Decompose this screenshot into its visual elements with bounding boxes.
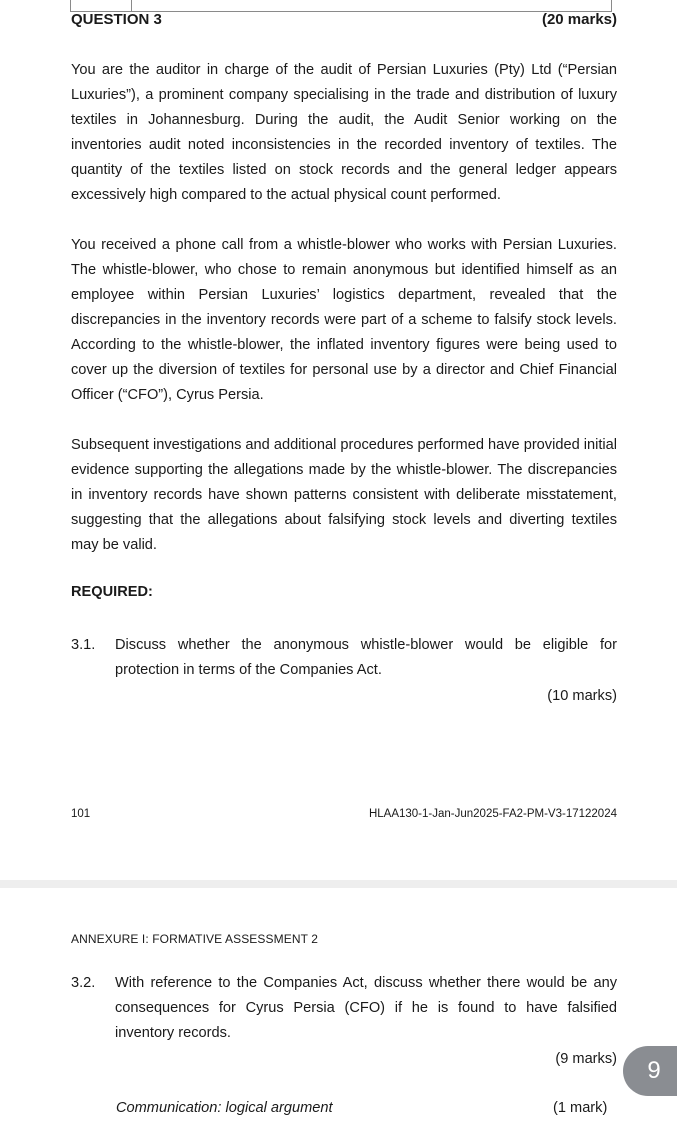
question-heading [71,11,617,28]
page-separator [0,880,677,888]
communication-label: Communication: logical argument [116,1100,333,1116]
page-number-badge[interactable]: 9 [623,1046,677,1096]
question-item-3-1 [71,633,617,683]
question-total-marks: (20 marks) [541,11,617,28]
scenario-paragraph-2: You received a phone call from a whistle-blower who works with Persian Luxuries. The whistle-blower, who chose to remain anonymous but identified himself as an employee within Persian Luxuries’ logistics department, revealed that the discrepancies in the inventory records were part of a scheme to falsify stock levels. According to the whistle-blower, the inflated inventory figures were being used to cover up the diversion of textiles for personal use by a director and Chief Financial Officer (“CFO”), Cyrus Persia. [71,237,617,403]
item-number: 3.2. [71,975,96,991]
item-marks-3-2: (9 marks) [555,1051,617,1067]
question-title: QUESTION 3 [71,11,162,28]
footer-page-number: 101 [71,808,91,820]
scenario-paragraph-1: You are the auditor in charge of the audit of Persian Luxuries (Pty) Ltd (“Persian Luxuries”), a prominent company specialising in the trade and distribution of luxury textiles in Johannesburg. During the audit, the Audit Senior working on the inventories audit noted inconsistencies in the recorded inventory of textiles. The quantity of the textiles listed on stock records and the general ledger appears excessively high compared to the actual physical count performed. [71,62,617,203]
required-heading: REQUIRED: [71,584,153,600]
item-number: 3.1. [71,637,96,653]
communication-marks: (1 mark) [553,1100,608,1116]
question-item-3-2 [71,971,617,1046]
item-text: Discuss whether the anonymous whistle-blower would be eligible for protection in terms of the Companies Act. [115,637,617,678]
scenario-paragraph-3: Subsequent investigations and additional procedures performed have provided initial evidence supporting the allegations made by the whistle-blower. The discrepancies in inventory records have shown patterns consistent with deliberate misstatement, suggesting that the allegations about falsifying stock levels and diverting textiles may be valid. [71,437,617,553]
item-text: With reference to the Companies Act, discuss whether there would be any consequences for Cyrus Persia (CFO) if he is found to have falsified inventory records. [115,975,617,1041]
item-marks-3-1: (10 marks) [547,688,617,704]
annexure-header: ANNEXURE I: FORMATIVE ASSESSMENT 2 [71,932,319,946]
footer-document-code: HLAA130-1-Jan-Jun2025-FA2-PM-V3-17122024 [368,808,617,820]
